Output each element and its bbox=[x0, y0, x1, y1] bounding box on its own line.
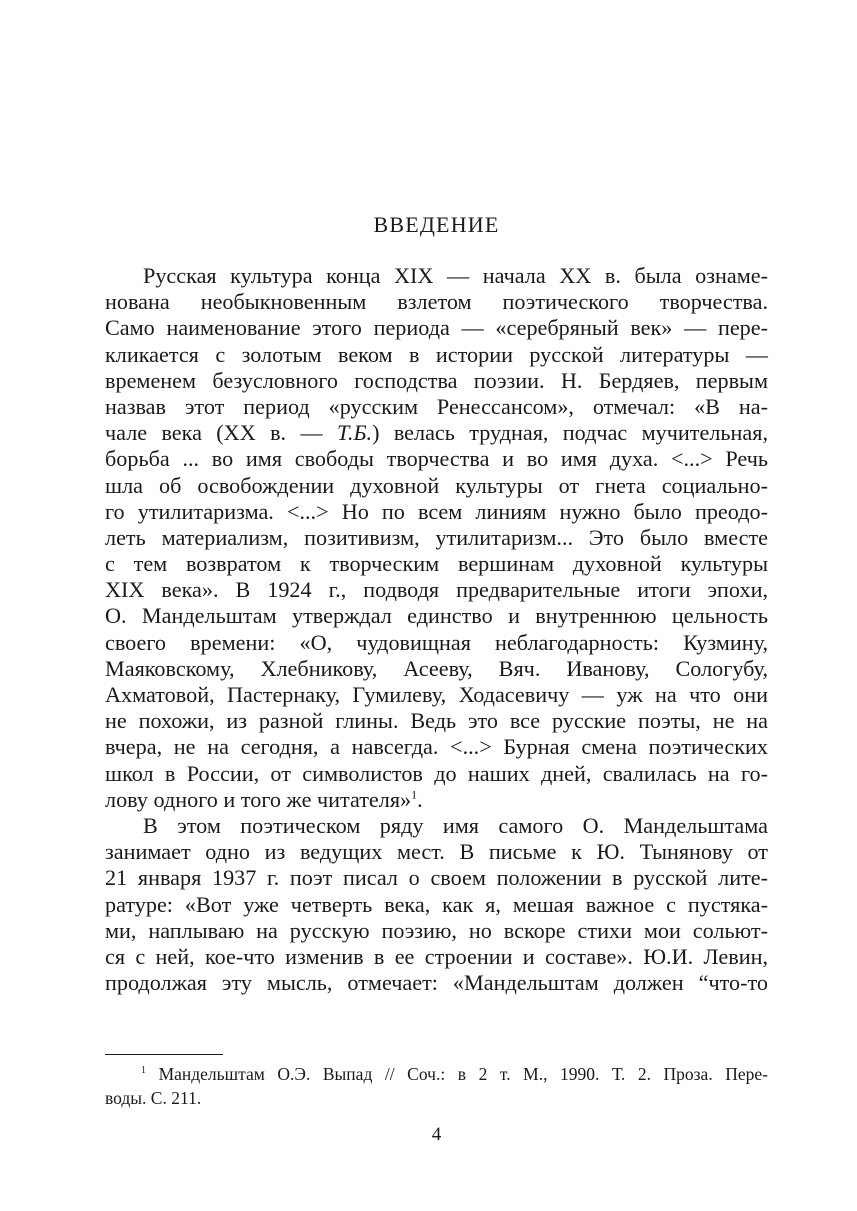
paragraph-2-line-2: занимает одно из ведущих мест. В письме к Ю. Тынянову от bbox=[105, 839, 768, 865]
body-text bbox=[105, 263, 768, 996]
author-initials: Т.Б. bbox=[336, 420, 373, 446]
paragraph-1-line-8: борьба ... во имя свободы творчества и во имя духа. <...> Речь bbox=[105, 446, 768, 472]
line-21-text: лову одного и того же читателя» bbox=[105, 786, 412, 812]
paragraph-1-line-3: Само наименование этого периода — «серебряный век» — пере- bbox=[105, 315, 768, 341]
paragraph-1-line-21 bbox=[105, 787, 768, 813]
paragraph-1-line-1: Русская культура конца XIX — начала XX в. была ознаме- bbox=[143, 263, 768, 288]
paragraph-1-line-17: Ахматовой, Пастернаку, Гумилеву, Ходасевичу — уж на что они bbox=[105, 682, 768, 707]
paragraph-2-line-5: ми, наплываю на русскую поэзию, но вскоре стихи мои сольют- bbox=[105, 917, 768, 943]
paragraph-1-line-7 bbox=[105, 420, 768, 446]
footnote-text-1: Мандельштам О.Э. Выпад // Соч.: в 2 т. М., 1990. Т. 2. Проза. Пере- bbox=[158, 1064, 768, 1084]
line-7-end: ) велась трудная, подчас мучительная, bbox=[372, 420, 768, 446]
page-number: 4 bbox=[431, 1124, 442, 1145]
footnote-line-2: воды. С. 211. bbox=[105, 1088, 202, 1108]
footnote-reference[interactable]: 1 bbox=[411, 787, 418, 802]
footnote-divider bbox=[105, 1054, 223, 1055]
paragraph-2-line-7: продолжая эту мысль, отмечает: «Мандельштам должен “что-то bbox=[105, 970, 768, 996]
paragraph-2-line-4: ратуре: «Вот уже четверть века, как я, мешая важное с пустяка- bbox=[105, 891, 768, 917]
paragraph-1-line-13: XIX века». В 1924 г., подводя предварительные итоги эпохи, bbox=[105, 577, 768, 603]
book-page bbox=[105, 0, 768, 1211]
line-21-period: . bbox=[417, 786, 423, 812]
line-7-start: чале века (XX в. — bbox=[105, 420, 337, 446]
paragraph-2-line-3: 21 января 1937 г. поэт писал о своем положении в русской лите- bbox=[105, 865, 768, 891]
footnote-line-1 bbox=[105, 1062, 768, 1086]
paragraph-1-line-14: О. Мандельштам утверждал единство и внутреннюю цельность bbox=[105, 603, 768, 629]
paragraph-2-line-6: ся с ней, кое-что изменив в ее строении и составе». Ю.И. Левин, bbox=[105, 943, 768, 969]
paragraph-1-line-10: го утилитаризма. <...> Но по всем линиям нужно было преодо- bbox=[105, 498, 768, 524]
paragraph-1-line-5: временем безусловного господства поэзии. Н. Бердяев, первым bbox=[105, 367, 768, 393]
paragraph-1-line-19: вчера, не на сегодня, а навсегда. <...> Бурная смена поэтических bbox=[105, 734, 768, 760]
paragraph-1-line-12: с тем возвратом к творческим вершинам духовной культуры bbox=[105, 551, 768, 577]
footnote bbox=[105, 1062, 768, 1110]
paragraph-2-line-1: В этом поэтическом ряду имя самого О. Мандельштама bbox=[143, 812, 768, 838]
paragraph-1-line-11: леть материализм, позитивизм, утилитаризм... Это было вместе bbox=[105, 524, 768, 550]
paragraph-1-line-20: школ в России, от символистов до наших дней, свалилась на го- bbox=[105, 760, 768, 786]
paragraph-1-line-9: шла об освобождении духовной культуры от гнета социально- bbox=[105, 472, 768, 498]
paragraph-1-line-4: кликается с золотым веком в истории русской литературы — bbox=[105, 341, 768, 367]
paragraph-1-line-18: не похожи, из разной глины. Ведь это все русские поэты, не на bbox=[105, 708, 768, 734]
paragraph-1-line-15: своего времени: «О, чудовищная неблагодарность: Кузмину, bbox=[105, 629, 768, 655]
paragraph-1-line-6: назвав этот период «русским Ренессансом», отмечал: «В на- bbox=[105, 393, 768, 419]
chapter-title: ВВЕДЕНИЕ bbox=[373, 212, 500, 237]
paragraph-1-line-16: Маяковскому, Хлебникову, Асееву, Вяч. Иванову, Сологубу, bbox=[105, 655, 768, 681]
footnote-marker: 1 bbox=[141, 1065, 146, 1077]
paragraph-1-line-2: нована необыкновенным взлетом поэтического творчества. bbox=[105, 289, 768, 315]
